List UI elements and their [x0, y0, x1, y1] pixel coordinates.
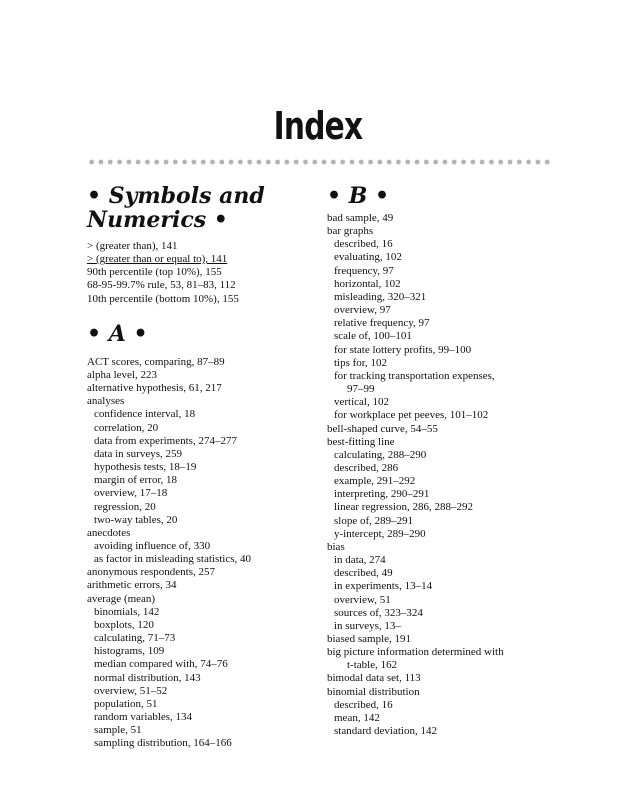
index-subentry: calculating, 288–290: [334, 448, 427, 461]
index-subentry: overview, 51–52: [94, 684, 168, 697]
index-subentry: calculating, 71–73: [94, 632, 176, 645]
index-subentry: in experiments, 13–14: [334, 580, 433, 593]
index-subentry: random variables, 134: [94, 711, 193, 723]
index-subentry: described, 16: [334, 698, 393, 711]
index-subentry-continued: 97–99: [347, 383, 375, 396]
index-subentry: described, 16: [334, 238, 393, 251]
index-subentry: histograms, 109: [94, 645, 165, 658]
index-subentry: for state lottery profits, 99–100: [334, 343, 472, 356]
index-entry: bimodal data set, 113: [327, 672, 421, 685]
index-subentry: confidence interval, 18: [94, 408, 196, 421]
index-entry-continued: t-table, 162: [347, 659, 398, 672]
index-entry: average (mean): [87, 592, 156, 605]
index-entry: binomial distribution: [327, 685, 420, 698]
section-heading-symbols: • Symbols and Numerics •: [87, 183, 265, 233]
index-subentry: for tracking transportation expenses,: [334, 369, 495, 382]
index-entry: best-fitting line: [327, 435, 395, 448]
index-entry: biased sample, 191: [327, 633, 412, 645]
index-subentry: population, 51: [94, 697, 158, 710]
index-subentry: described, 49: [334, 567, 393, 580]
index-entry: alternative hypothesis, 61, 217: [87, 382, 222, 395]
index-subentry: median compared with, 74–76: [94, 658, 228, 671]
index-subentry: slope of, 289–291: [334, 514, 414, 527]
index-subentry: regression, 20: [94, 500, 156, 513]
index-subentry: evaluating, 102: [334, 251, 402, 264]
index-entry: 10th percentile (bottom 10%), 155: [87, 292, 239, 305]
index-subentry: data in surveys, 259: [94, 447, 182, 460]
index-subentry: described, 286: [334, 461, 399, 474]
index-subentry: boxplots, 120: [94, 618, 154, 631]
index-column-left: [87, 184, 312, 750]
index-subentry: in surveys, 13–: [334, 619, 401, 632]
index-entry: arithmetic errors, 34: [87, 579, 177, 592]
index-subentry: tips for, 102: [334, 356, 388, 369]
index-subentry: hypothesis tests, 18–19: [94, 461, 197, 474]
index-subentry: misleading, 320–321: [334, 290, 427, 303]
dotted-divider: [87, 159, 552, 165]
index-entry: bad sample, 49: [327, 212, 394, 224]
index-entry: > (greater than), 141: [87, 240, 178, 252]
index-subentry: correlation, 20: [94, 421, 159, 434]
index-subentry: in data, 274: [334, 554, 386, 567]
b-entry-list: [327, 212, 557, 738]
index-subentry: interpreting, 290–291: [334, 488, 430, 501]
index-subentry: vertical, 102: [334, 396, 389, 409]
index-column-right: [327, 184, 557, 738]
index-subentry: standard deviation, 142: [334, 725, 437, 738]
symbols-entry-list: [87, 240, 312, 306]
index-subentry: horizontal, 102: [334, 277, 401, 290]
index-subentry: margin of error, 18: [94, 474, 178, 487]
section-heading-a: • A •: [87, 320, 148, 347]
index-subentry: linear regression, 286, 288–292: [334, 501, 473, 514]
a-entry-list: [87, 356, 312, 751]
index-subentry: relative frequency, 97: [334, 317, 430, 330]
index-entry: 90th percentile (top 10%), 155: [87, 266, 222, 279]
index-subentry: sampling distribution, 164–166: [94, 737, 232, 750]
index-subentry: as factor in misleading statistics, 40: [94, 553, 252, 566]
page-title: Index: [273, 104, 363, 148]
index-subentry: example, 291–292: [334, 475, 416, 488]
index-entry: big picture information determined with: [327, 646, 504, 659]
index-subentry: y-intercept, 289–290: [334, 527, 426, 540]
index-subentry: avoiding influence of, 330: [94, 539, 211, 552]
index-entry: bias: [327, 540, 345, 553]
index-entry: bar graphs: [327, 225, 374, 238]
index-subentry: overview, 51: [334, 593, 391, 606]
index-subentry: data from experiments, 274–277: [94, 434, 237, 447]
index-entry: analyses: [87, 395, 125, 408]
index-entry: > (greater than or equal to), 141: [87, 253, 228, 266]
index-subentry: for workplace pet peeves, 101–102: [334, 409, 489, 422]
section-heading-b: • B •: [327, 183, 390, 209]
index-entry: bell-shaped curve, 54–55: [327, 422, 438, 435]
index-subentry: sources of, 323–324: [334, 606, 423, 619]
index-subentry: overview, 97: [334, 304, 391, 317]
index-entry: anonymous respondents, 257: [87, 566, 216, 579]
index-subentry: binomials, 142: [94, 605, 160, 618]
index-subentry: normal distribution, 143: [94, 671, 201, 684]
index-entry: 68-95-99.7% rule, 53, 81–83, 112: [87, 279, 236, 292]
index-subentry: sample, 51: [94, 724, 142, 737]
index-entry: anecdotes: [87, 526, 131, 539]
index-subentry: frequency, 97: [334, 264, 394, 277]
index-subentry: scale of, 100–101: [334, 330, 412, 343]
index-subentry: two-way tables, 20: [94, 513, 178, 526]
index-subentry: overview, 17–18: [94, 487, 168, 500]
index-entry: alpha level, 223: [87, 368, 157, 381]
index-entry: ACT scores, comparing, 87–89: [87, 355, 225, 368]
index-subentry: mean, 142: [334, 711, 380, 724]
